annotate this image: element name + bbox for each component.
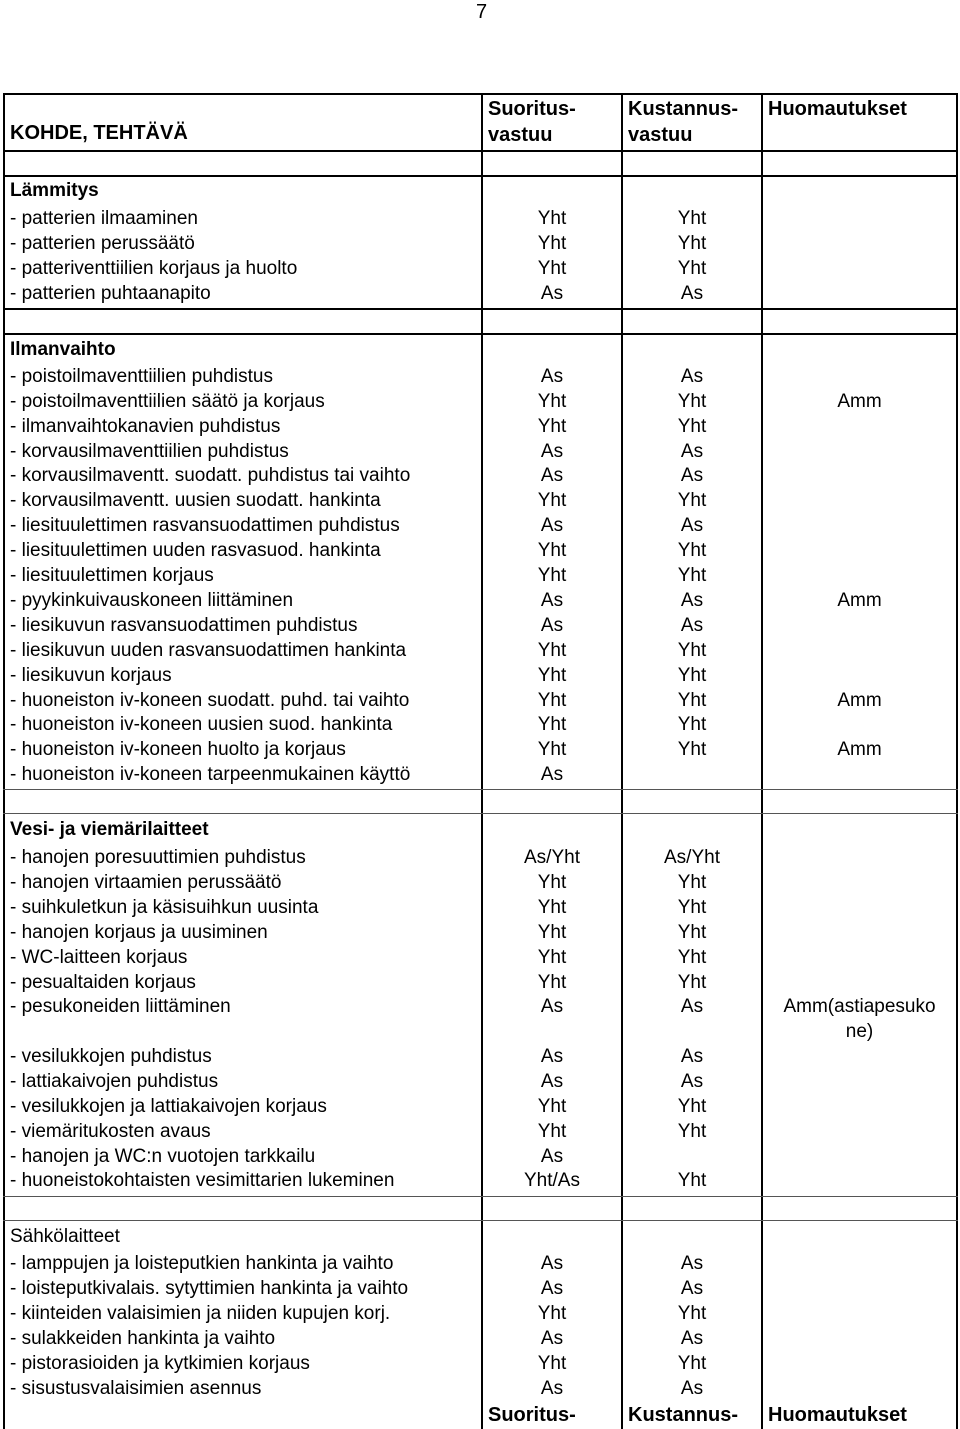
- section-title-ilmanvaihto: Ilmanvaihto: [10, 339, 116, 360]
- row-divider: [3, 813, 958, 814]
- remark-line1: Amm(astiapesuko: [783, 996, 936, 1017]
- table-row: - hanojen virtaamien perussäätö Yht Yht: [10, 872, 707, 893]
- table-row: - poistoilmaventtiilien puhdistus As As: [10, 366, 704, 387]
- table-row: - liesikuvun korjaus Yht Yht: [10, 665, 707, 686]
- table-row: - korvausilmaventt. uusien suodatt. hankinta Yht Yht: [10, 490, 707, 511]
- page-number: 7: [476, 1, 488, 23]
- footer-header-huomautukset: Huomautukset: [768, 1404, 907, 1426]
- row-divider: [3, 789, 958, 790]
- header-huomautukset: Huomautukset: [768, 98, 907, 120]
- table-row: - liesituulettimen korjaus Yht Yht: [10, 565, 707, 586]
- table-row: - suihkuletkun ja käsisuihkun uusinta Yht Yht: [10, 897, 707, 918]
- table-row: - vesilukkojen ja lattiakaivojen korjaus Yht Yht: [10, 1096, 707, 1117]
- table-row: - lamppujen ja loisteputkien hankinta ja vaihto As As: [10, 1253, 704, 1274]
- table-row: - huoneiston iv-koneen tarpeenmukainen käyttö As: [10, 764, 564, 785]
- table-row: - loisteputkivalais. sytyttimien hankinta ja vaihto As As: [10, 1278, 704, 1299]
- footer-header-kustannus: Kustannus-: [628, 1404, 738, 1426]
- table-row: - pesualtaiden korjaus Yht Yht: [10, 972, 707, 993]
- table-row: - patteriventtiilien korjaus ja huolto Yht Yht: [10, 258, 707, 279]
- table-row: - huoneiston iv-koneen huolto ja korjaus Yht Yht Amm: [10, 739, 882, 760]
- table-row: - vesilukkojen puhdistus As As: [10, 1046, 704, 1067]
- row-divider: [3, 175, 958, 177]
- table-row: - sisustusvalaisimien asennus As As: [10, 1378, 704, 1399]
- table-row: - korvausilmaventt. suodatt. puhdistus tai vaihto As As: [10, 465, 704, 486]
- table-row: - patterien perussäätö Yht Yht: [10, 233, 707, 254]
- table-row: - liesikuvun rasvansuodattimen puhdistus As As: [10, 615, 704, 636]
- table-row: - kiinteiden valaisimien ja niiden kupujen korj. Yht Yht: [10, 1303, 707, 1324]
- table-row: - patterien puhtaanapito As As: [10, 283, 704, 304]
- table-row: - sulakkeiden hankinta ja vaihto As As: [10, 1328, 704, 1349]
- section-title-lammitys: Lämmitys: [10, 180, 99, 201]
- row-divider: [3, 150, 958, 152]
- table-row: - viemäritukosten avaus Yht Yht: [10, 1121, 707, 1142]
- table-row: - liesikuvun uuden rasvansuodattimen hankinta Yht Yht: [10, 640, 707, 661]
- table-row: - hanojen korjaus ja uusiminen Yht Yht: [10, 922, 707, 943]
- table-row: - hanojen ja WC:n vuotojen tarkkailu As: [10, 1146, 564, 1167]
- header-suoritus-line2: vastuu: [488, 124, 553, 146]
- table-row: - huoneiston iv-koneen uusien suod. hankinta Yht Yht: [10, 714, 707, 735]
- table-row: - huoneiston iv-koneen suodatt. puhd. tai vaihto Yht Yht Amm: [10, 690, 882, 711]
- table-row: - poistoilmaventtiilien säätö ja korjaus Yht Yht Amm: [10, 391, 882, 412]
- row-divider: [3, 1196, 958, 1197]
- table-row: - korvausilmaventtiilien puhdistus As As: [10, 441, 704, 462]
- table-row: - WC-laitteen korjaus Yht Yht: [10, 947, 707, 968]
- table-row: - hanojen poresuuttimien puhdistus As/Yht As/Yht: [10, 847, 720, 868]
- table-border-top: [3, 93, 958, 95]
- table-row: - pesukoneiden liittäminen As As Amm(astiapesuko ne): [0, 994, 960, 1044]
- row-divider: [3, 333, 958, 335]
- row-divider: [3, 1220, 958, 1221]
- header-kustannus-line1: Kustannus-: [628, 98, 738, 120]
- header-suoritus-line1: Suoritus-: [488, 98, 576, 120]
- footer-header-suoritus: Suoritus-: [488, 1404, 576, 1426]
- table-row: - liesituulettimen rasvansuodattimen puhdistus As As: [10, 515, 704, 536]
- remark-line2: ne): [845, 1021, 874, 1042]
- header-kohde: KOHDE, TEHTÄVÄ: [10, 122, 188, 144]
- table-row: - pistorasioiden ja kytkimien korjaus Yht Yht: [10, 1353, 707, 1374]
- section-title-sahko: Sähkölaitteet: [10, 1226, 120, 1247]
- table-row: - pyykinkuivauskoneen liittäminen As As Amm: [10, 590, 882, 611]
- header-kustannus-line2: vastuu: [628, 124, 693, 146]
- row-divider: [3, 308, 958, 310]
- table-row: - liesituulettimen uuden rasvasuod. hankinta Yht Yht: [10, 540, 707, 561]
- section-title-vesi: Vesi- ja viemärilaitteet: [10, 819, 209, 840]
- table-row: - patterien ilmaaminen Yht Yht: [10, 208, 707, 229]
- table-row: - lattiakaivojen puhdistus As As: [10, 1071, 704, 1092]
- table-row: - ilmanvaihtokanavien puhdistus Yht Yht: [10, 416, 707, 437]
- table-row: - huoneistokohtaisten vesimittarien lukeminen Yht/As Yht: [10, 1170, 707, 1191]
